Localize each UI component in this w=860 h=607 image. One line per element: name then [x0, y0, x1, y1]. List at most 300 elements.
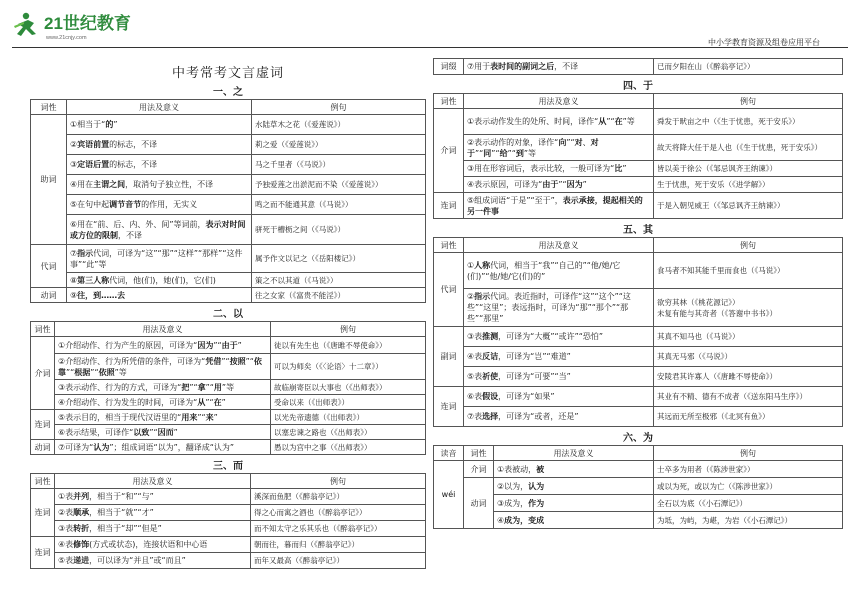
example-cell: 徒以有先生也（《唐雎不辱使命》） — [271, 337, 426, 354]
key-phrase: 被 — [536, 464, 545, 474]
meaning-text: ，可译为“大概”“或许”“恐怕” — [498, 332, 604, 341]
example-cell: 得之心而寓之酒也（《醉翁亭记》） — [251, 505, 426, 521]
table-row — [434, 495, 843, 512]
key-phrase: 给 — [499, 148, 508, 158]
header-example: 例句 — [654, 446, 843, 461]
meaning-text: ②以为， — [497, 481, 529, 491]
section-title-qi: 五、其 — [623, 225, 653, 236]
meaning-text: ”“ — [205, 397, 214, 407]
key-phrase: 调节音节 — [109, 200, 142, 209]
key-phrase: 到 — [515, 148, 524, 158]
meaning-text: ① — [467, 260, 475, 270]
meaning-text: ”等 — [523, 148, 537, 158]
table-row — [434, 289, 843, 327]
table-row — [31, 521, 426, 537]
section-title-yi: 二、以 — [213, 309, 243, 320]
meaning-cell — [67, 273, 252, 288]
meaning-text: 的标志，不译 — [109, 140, 158, 149]
key-phrase: 对 — [574, 137, 583, 147]
example-cell: 或以为死，或以为亡（《陈涉世家》） — [654, 478, 843, 495]
meaning-text: ②表示动作的对象，译作“ — [467, 137, 559, 147]
table-row — [31, 425, 426, 440]
key-phrase: 顺承 — [73, 508, 90, 517]
meaning-cell — [464, 289, 654, 327]
pos-cell: 动词 — [464, 478, 494, 529]
example-cell: 溪深而鱼肥（《醉翁亭记》） — [251, 489, 426, 505]
header-example: 例句 — [271, 322, 426, 337]
meaning-cell — [55, 425, 271, 440]
key-phrase: 同 — [483, 148, 492, 158]
reading-cell: wéi — [434, 461, 464, 529]
key-phrase: 因为 — [566, 180, 583, 189]
meaning-text: ② — [467, 292, 475, 301]
table-row — [434, 407, 843, 427]
meaning-text: ” — [221, 397, 226, 407]
meaning-text: ③成为， — [497, 498, 529, 508]
header-example: 例句 — [251, 474, 426, 489]
meaning-text: ⑤表 — [58, 556, 74, 565]
meaning-text: ④表 — [467, 352, 483, 361]
table-row — [434, 461, 843, 478]
meaning-text: ③ — [70, 160, 78, 169]
meaning-text: ” — [213, 412, 218, 422]
table-row — [31, 395, 426, 410]
meaning-text: ⑦可译为“ — [58, 442, 94, 452]
table-row — [31, 380, 426, 395]
left-column — [30, 58, 426, 569]
pos-cell: 助词 — [31, 115, 67, 245]
meaning-text: ，可译为“可要”“当” — [498, 372, 571, 381]
meaning-cell — [67, 215, 252, 245]
example-cell: 以光先帝遗德（《出师表》） — [271, 410, 426, 425]
key-phrase: 推测 — [482, 332, 499, 341]
meaning-text: ，可译为“如果” — [498, 392, 555, 401]
meaning-text: ”“ — [90, 367, 99, 377]
meaning-cell — [55, 537, 251, 553]
meaning-cell — [464, 193, 654, 219]
example-cell: 舜发于畎亩之中（《生于忧患，死于安乐》） — [654, 109, 843, 135]
key-phrase: 在 — [213, 397, 222, 407]
key-phrase: 用 — [213, 382, 222, 392]
meaning-text: ③表 — [58, 524, 74, 533]
meaning-text: (方式或状态)，连接状语和中心语 — [89, 540, 208, 549]
meaning-text: ，不译 — [554, 62, 579, 71]
header-meaning: 用法及意义 — [67, 100, 252, 115]
meaning-cell — [67, 175, 252, 195]
table-row — [31, 505, 426, 521]
key-phrase: 表时间的副词之后 — [490, 62, 555, 71]
key-phrase: 成为，变成 — [504, 515, 545, 525]
meaning-text: 代词，相当于“我”“自己的”“他/她/它(们)”“他/她/它(们)的” — [467, 260, 621, 281]
pos-cell: 介词 — [464, 461, 494, 478]
key-phrase: 认为 — [528, 481, 545, 491]
meaning-cell — [55, 410, 271, 425]
meaning-cell — [464, 367, 654, 387]
meaning-text: ” — [113, 120, 118, 129]
meaning-text: ”“ — [566, 137, 575, 147]
meaning-cell — [67, 288, 252, 303]
meaning-cell — [464, 177, 654, 193]
meaning-text: ”“ — [507, 148, 516, 158]
example-cell: 欲穷其林（《桃花源记》） 未复有能与其奇者（《答谢中书书》） — [654, 289, 843, 327]
meaning-text: ”“ — [213, 340, 222, 350]
key-phrase: 主谓之间 — [93, 180, 126, 189]
meaning-cell — [67, 195, 252, 215]
key-phrase: 祈使 — [482, 372, 499, 381]
key-phrase: 从 — [197, 397, 206, 407]
meaning-cell — [494, 461, 654, 478]
header-example: 例句 — [654, 238, 843, 253]
meaning-text: ⑤表 — [467, 372, 483, 381]
example-cell: 莉之爱（《爱莲说》） — [252, 135, 426, 155]
header-meaning: 用法及意义 — [464, 238, 654, 253]
key-phrase: 表示对时间或方位的限制 — [70, 219, 246, 240]
meaning-text: ③用在形容词后，表示比较，一般可译为“ — [467, 164, 615, 173]
meaning-text: ” — [622, 164, 627, 173]
table-zhi — [30, 99, 426, 303]
key-phrase: 定语后置 — [77, 160, 110, 169]
key-phrase: 认为 — [93, 442, 110, 452]
meaning-text: ，相当于“和”“与” — [89, 492, 154, 501]
meaning-text: ⑤表示目的，相当于现代汉语里的“ — [58, 412, 182, 422]
meaning-text: ”等 — [622, 117, 635, 126]
meaning-text: ⑥表示结果，可译作“ — [58, 427, 134, 437]
meaning-text: ，相当于“却”“但是” — [89, 524, 162, 533]
example-cell: 策之不以其道（《马说》） — [252, 273, 426, 288]
key-phrase: 依照 — [98, 367, 115, 377]
key-phrase: 由于 — [221, 340, 238, 350]
example-cell: 而年又最高（《醉翁亭记》） — [251, 553, 426, 569]
meaning-text: ①介绍动作、行为产生的原因，可译为“ — [58, 340, 198, 350]
key-phrase: 拿 — [197, 382, 206, 392]
example-cell: 水陆草木之花（《爱莲说》） — [252, 115, 426, 135]
table-row — [434, 193, 843, 219]
header-divider — [12, 47, 848, 48]
meaning-text: ”“ — [475, 148, 484, 158]
meaning-text: ，取消句子独立性，不译 — [125, 180, 214, 189]
meaning-cell — [55, 489, 251, 505]
table-row — [434, 177, 843, 193]
meaning-text: ”“ — [205, 382, 214, 392]
example-cell: 故临崩寄臣以大事也（《出师表》） — [271, 380, 426, 395]
meaning-text: ①表示动作发生的处所、时间，译作“ — [467, 117, 599, 126]
meaning-cell — [55, 395, 271, 410]
key-phrase: 并列 — [73, 492, 90, 501]
meaning-text: ②表 — [58, 508, 74, 517]
example-cell: 安陵君其许寡人（《唐雎不辱使命》） — [654, 367, 843, 387]
key-phrase: 的 — [105, 120, 114, 129]
table-er-continued — [433, 58, 843, 75]
meaning-text: ”等 — [114, 367, 127, 377]
header-meaning: 用法及意义 — [55, 322, 271, 337]
header-pos: 词性 — [31, 100, 67, 115]
header-meaning: 用法及意义 — [464, 94, 654, 109]
meaning-cell — [67, 115, 252, 135]
table-er — [30, 473, 426, 569]
meaning-text: ③表 — [467, 332, 483, 341]
meaning-cell — [464, 135, 654, 161]
page-title: 中考常考文言虚词 — [171, 66, 284, 81]
meaning-text: ④ — [497, 515, 505, 525]
table-row — [434, 161, 843, 177]
meaning-text: 的标志，不译 — [109, 160, 158, 169]
key-phrase: 以致 — [133, 427, 150, 437]
meaning-text: ”等 — [221, 382, 235, 392]
key-phrase: 从 — [598, 117, 607, 126]
key-phrase: 第三人称 — [77, 275, 110, 285]
table-row — [31, 273, 426, 288]
meaning-text: ⑥用在“前、后、内、外、间”等词前， — [70, 219, 206, 229]
meaning-text: 代词。表近指时，可译作“这”“这个”“这些”“这里”；表远指时，可译为“那”“那个”“那些”“那里” — [467, 292, 631, 323]
example-cell: 食马者不知其能千里而食也（《马说》） — [654, 253, 843, 289]
meaning-text: ”“ — [189, 382, 198, 392]
section-title-wei: 六、为 — [623, 433, 653, 444]
table-row — [31, 115, 426, 135]
table-header-row — [31, 322, 426, 337]
example-cell: 予独爱莲之出淤泥而不染（《爱莲说》） — [252, 175, 426, 195]
meaning-text: ”“ — [149, 427, 158, 437]
key-phrase: 向 — [558, 137, 567, 147]
meaning-text: ，可译为“或者，还是” — [498, 412, 579, 421]
example-cell: 受命以来（《出师表》） — [271, 395, 426, 410]
meaning-cell — [67, 155, 252, 175]
example-cell: 其业有不精、德有不成者（《送东阳马生序》） — [654, 387, 843, 407]
pos-cell: 动词 — [31, 288, 67, 303]
meaning-text: ⑧ — [70, 275, 78, 285]
meaning-text: ，可译为“岂”“难道” — [498, 352, 571, 361]
meaning-text: ”“ — [66, 367, 75, 377]
table-row — [31, 155, 426, 175]
meaning-text: ③表示动作、行为的方式，可译为“ — [58, 382, 182, 392]
example-cell: 其真无马邪（《马说》） — [654, 347, 843, 367]
meaning-cell — [55, 553, 251, 569]
meaning-text: 的作用，无实义 — [141, 200, 198, 209]
example-cell: 其远而无所至极邪（《北冥有鱼》） — [654, 407, 843, 427]
table-row — [434, 59, 843, 75]
meaning-text: ”“ — [558, 180, 567, 189]
meaning-cell — [55, 354, 271, 380]
table-row — [31, 337, 426, 354]
example-cell: 生于忧患，死于安乐（《进学解》） — [654, 177, 843, 193]
header-meaning: 用法及意义 — [494, 446, 654, 461]
meaning-text: ④表 — [58, 540, 74, 549]
meaning-cell — [464, 347, 654, 367]
table-row — [31, 354, 426, 380]
table-row — [434, 135, 843, 161]
meaning-cell — [494, 495, 654, 512]
key-phrase: 因为 — [197, 340, 214, 350]
key-phrase: 作为 — [528, 498, 545, 508]
meaning-cell — [464, 109, 654, 135]
pos-cell: 连词 — [31, 537, 55, 569]
key-phrase: 把 — [181, 382, 190, 392]
table-row — [31, 195, 426, 215]
key-phrase: 依靠 — [58, 356, 262, 377]
key-phrase: 在 — [614, 117, 623, 126]
table-row — [434, 253, 843, 289]
meaning-text: ”“ — [606, 117, 615, 126]
key-phrase: 来 — [205, 412, 214, 422]
key-phrase: 假设 — [482, 392, 499, 401]
table-row — [434, 478, 843, 495]
meaning-text: ⑥表 — [467, 392, 483, 401]
right-column — [433, 58, 843, 529]
key-phrase: 表示承接，提起相关的另一件事 — [467, 195, 643, 216]
meaning-text: ①相当于“ — [70, 120, 106, 129]
pos-cell: 副词 — [434, 327, 464, 387]
key-phrase: 递进 — [73, 556, 90, 565]
example-cell: 已而夕阳在山（《醉翁亭记》） — [654, 59, 843, 75]
meaning-cell — [55, 380, 271, 395]
pos-cell: 连词 — [31, 410, 55, 440]
table-wei — [433, 445, 843, 529]
meaning-text: ⑤组成词语“于是”“至于”， — [467, 195, 563, 205]
meaning-text: 、 — [582, 137, 591, 147]
example-cell: 鸣之而不能通其意（《马说》） — [252, 195, 426, 215]
table-row — [31, 489, 426, 505]
example-cell: 朝而往，暮而归（《醉翁亭记》） — [251, 537, 426, 553]
key-phrase: 选择 — [482, 412, 499, 421]
key-phrase: 比 — [614, 164, 623, 173]
meaning-text: ⑦表 — [467, 412, 483, 421]
table-header-row — [434, 94, 843, 109]
header-pos: 词性 — [434, 238, 464, 253]
section-title-er: 三、而 — [213, 461, 243, 472]
meaning-text: ”“ — [197, 412, 206, 422]
pos-cell: 连词 — [31, 489, 55, 537]
pos-cell: 词缀 — [434, 59, 464, 75]
key-phrase: 宾语前置 — [77, 140, 110, 149]
key-phrase: 转折 — [73, 524, 90, 533]
table-header-row — [31, 100, 426, 115]
key-phrase: 用来 — [181, 412, 198, 422]
key-phrase: 修饰 — [73, 540, 90, 549]
table-yi — [30, 321, 426, 455]
pos-cell: 连词 — [434, 193, 464, 219]
example-cell: 其真不知马也（《马说》） — [654, 327, 843, 347]
example-cell: 马之千里者（《马说》） — [252, 155, 426, 175]
table-row — [31, 215, 426, 245]
key-phrase: 指示 — [474, 292, 491, 301]
key-phrase: 反诘 — [482, 352, 499, 361]
logo-text: 21世纪教育 — [44, 14, 131, 33]
key-phrase: 因而 — [157, 427, 174, 437]
table-row — [31, 288, 426, 303]
pos-cell: 介词 — [31, 337, 55, 410]
key-phrase: 指示 — [77, 248, 94, 258]
table-row — [31, 440, 426, 455]
table-row — [434, 367, 843, 387]
meaning-text: ①表被动， — [497, 464, 537, 474]
example-cell: 可以为师矣（《〈论语〉十二章》） — [271, 354, 426, 380]
meaning-text: ” — [173, 427, 178, 437]
table-row — [31, 135, 426, 155]
meaning-text: ，相当于“就”“才” — [89, 508, 154, 517]
table-row — [434, 109, 843, 135]
meaning-cell — [55, 337, 271, 354]
meaning-cell — [464, 59, 654, 75]
table-row — [31, 410, 426, 425]
meaning-cell — [464, 387, 654, 407]
meaning-text: ②介绍动作、行为所凭借的条件，可译为“ — [58, 356, 206, 366]
table-row — [31, 537, 426, 553]
page-header — [0, 0, 860, 46]
meaning-cell — [464, 161, 654, 177]
meaning-cell — [67, 135, 252, 155]
key-phrase: 往，到……去 — [77, 290, 126, 300]
key-phrase: 对于 — [467, 137, 599, 158]
platform-name: 中小学教育资源及组卷应用平台 — [708, 38, 820, 47]
meaning-text: 代词，他(们)，她(们)，它(们) — [109, 275, 216, 285]
meaning-text: ，可以译为“并且”或“而且” — [89, 556, 186, 565]
logo — [12, 10, 162, 42]
meaning-cell — [464, 253, 654, 289]
meaning-text: ” — [582, 180, 587, 189]
table-row — [434, 387, 843, 407]
example-cell: 属予作文以记之（《岳阳楼记》） — [252, 245, 426, 273]
key-phrase: 按照 — [229, 356, 246, 366]
example-cell: 而不知太守之乐其乐也（《醉翁亭记》） — [251, 521, 426, 537]
meaning-cell — [464, 327, 654, 347]
meaning-cell — [494, 478, 654, 495]
meaning-text: ①表 — [58, 492, 74, 501]
table-header-row — [434, 446, 843, 461]
key-phrase: 人称 — [474, 260, 491, 270]
header-pos: 词性 — [434, 94, 464, 109]
meaning-cell — [55, 521, 251, 537]
example-cell: 骈死于槽枥之间（《马说》） — [252, 215, 426, 245]
header-reading: 读音 — [434, 446, 464, 461]
example-cell: 愚以为宫中之事（《出师表》） — [271, 440, 426, 455]
table-header-row — [31, 474, 426, 489]
table-row — [31, 245, 426, 273]
example-cell: 全石以为底（《小石潭记》） — [654, 495, 843, 512]
meaning-text: ④用在 — [70, 180, 94, 189]
example-cell: 为坻，为屿，为嵁，为岩（《小石潭记》） — [654, 512, 843, 529]
runner-icon — [14, 13, 36, 36]
meaning-text: 代词，可译为“这”“那”“这样”“那样”“这件事”“此”等 — [70, 248, 243, 269]
table-qi — [433, 237, 843, 427]
table-row — [434, 512, 843, 529]
meaning-cell — [55, 440, 271, 455]
table-header-row — [434, 238, 843, 253]
meaning-text: ”；组成词语“以为”，翻译成“认为” — [109, 442, 235, 452]
example-cell: 士卒多为用者（《陈涉世家》） — [654, 461, 843, 478]
table-yu — [433, 93, 843, 219]
example-cell: 皆以美于徐公（《邹忌讽齐王纳谏》） — [654, 161, 843, 177]
header-pos: 词性 — [31, 474, 55, 489]
header-example: 例句 — [654, 94, 843, 109]
pos-cell: 连词 — [434, 387, 464, 427]
pos-cell: 动词 — [31, 440, 55, 455]
meaning-text: ，不译 — [118, 230, 142, 240]
meaning-cell — [67, 245, 252, 273]
meaning-cell — [494, 512, 654, 529]
pos-cell: 代词 — [434, 253, 464, 327]
header-meaning: 用法及意义 — [55, 474, 251, 489]
meaning-cell — [55, 505, 251, 521]
meaning-text: ② — [70, 140, 78, 149]
key-phrase: 根据 — [74, 367, 91, 377]
pos-cell: 代词 — [31, 245, 67, 288]
table-row — [31, 553, 426, 569]
meaning-text: ”“ — [245, 356, 254, 366]
header-example: 例句 — [252, 100, 426, 115]
logo-url: www.21cnjy.com — [46, 35, 87, 41]
pos-cell: 介词 — [434, 109, 464, 193]
key-phrase: 凭借 — [205, 356, 222, 366]
meaning-text: ⑦用于 — [467, 62, 491, 71]
